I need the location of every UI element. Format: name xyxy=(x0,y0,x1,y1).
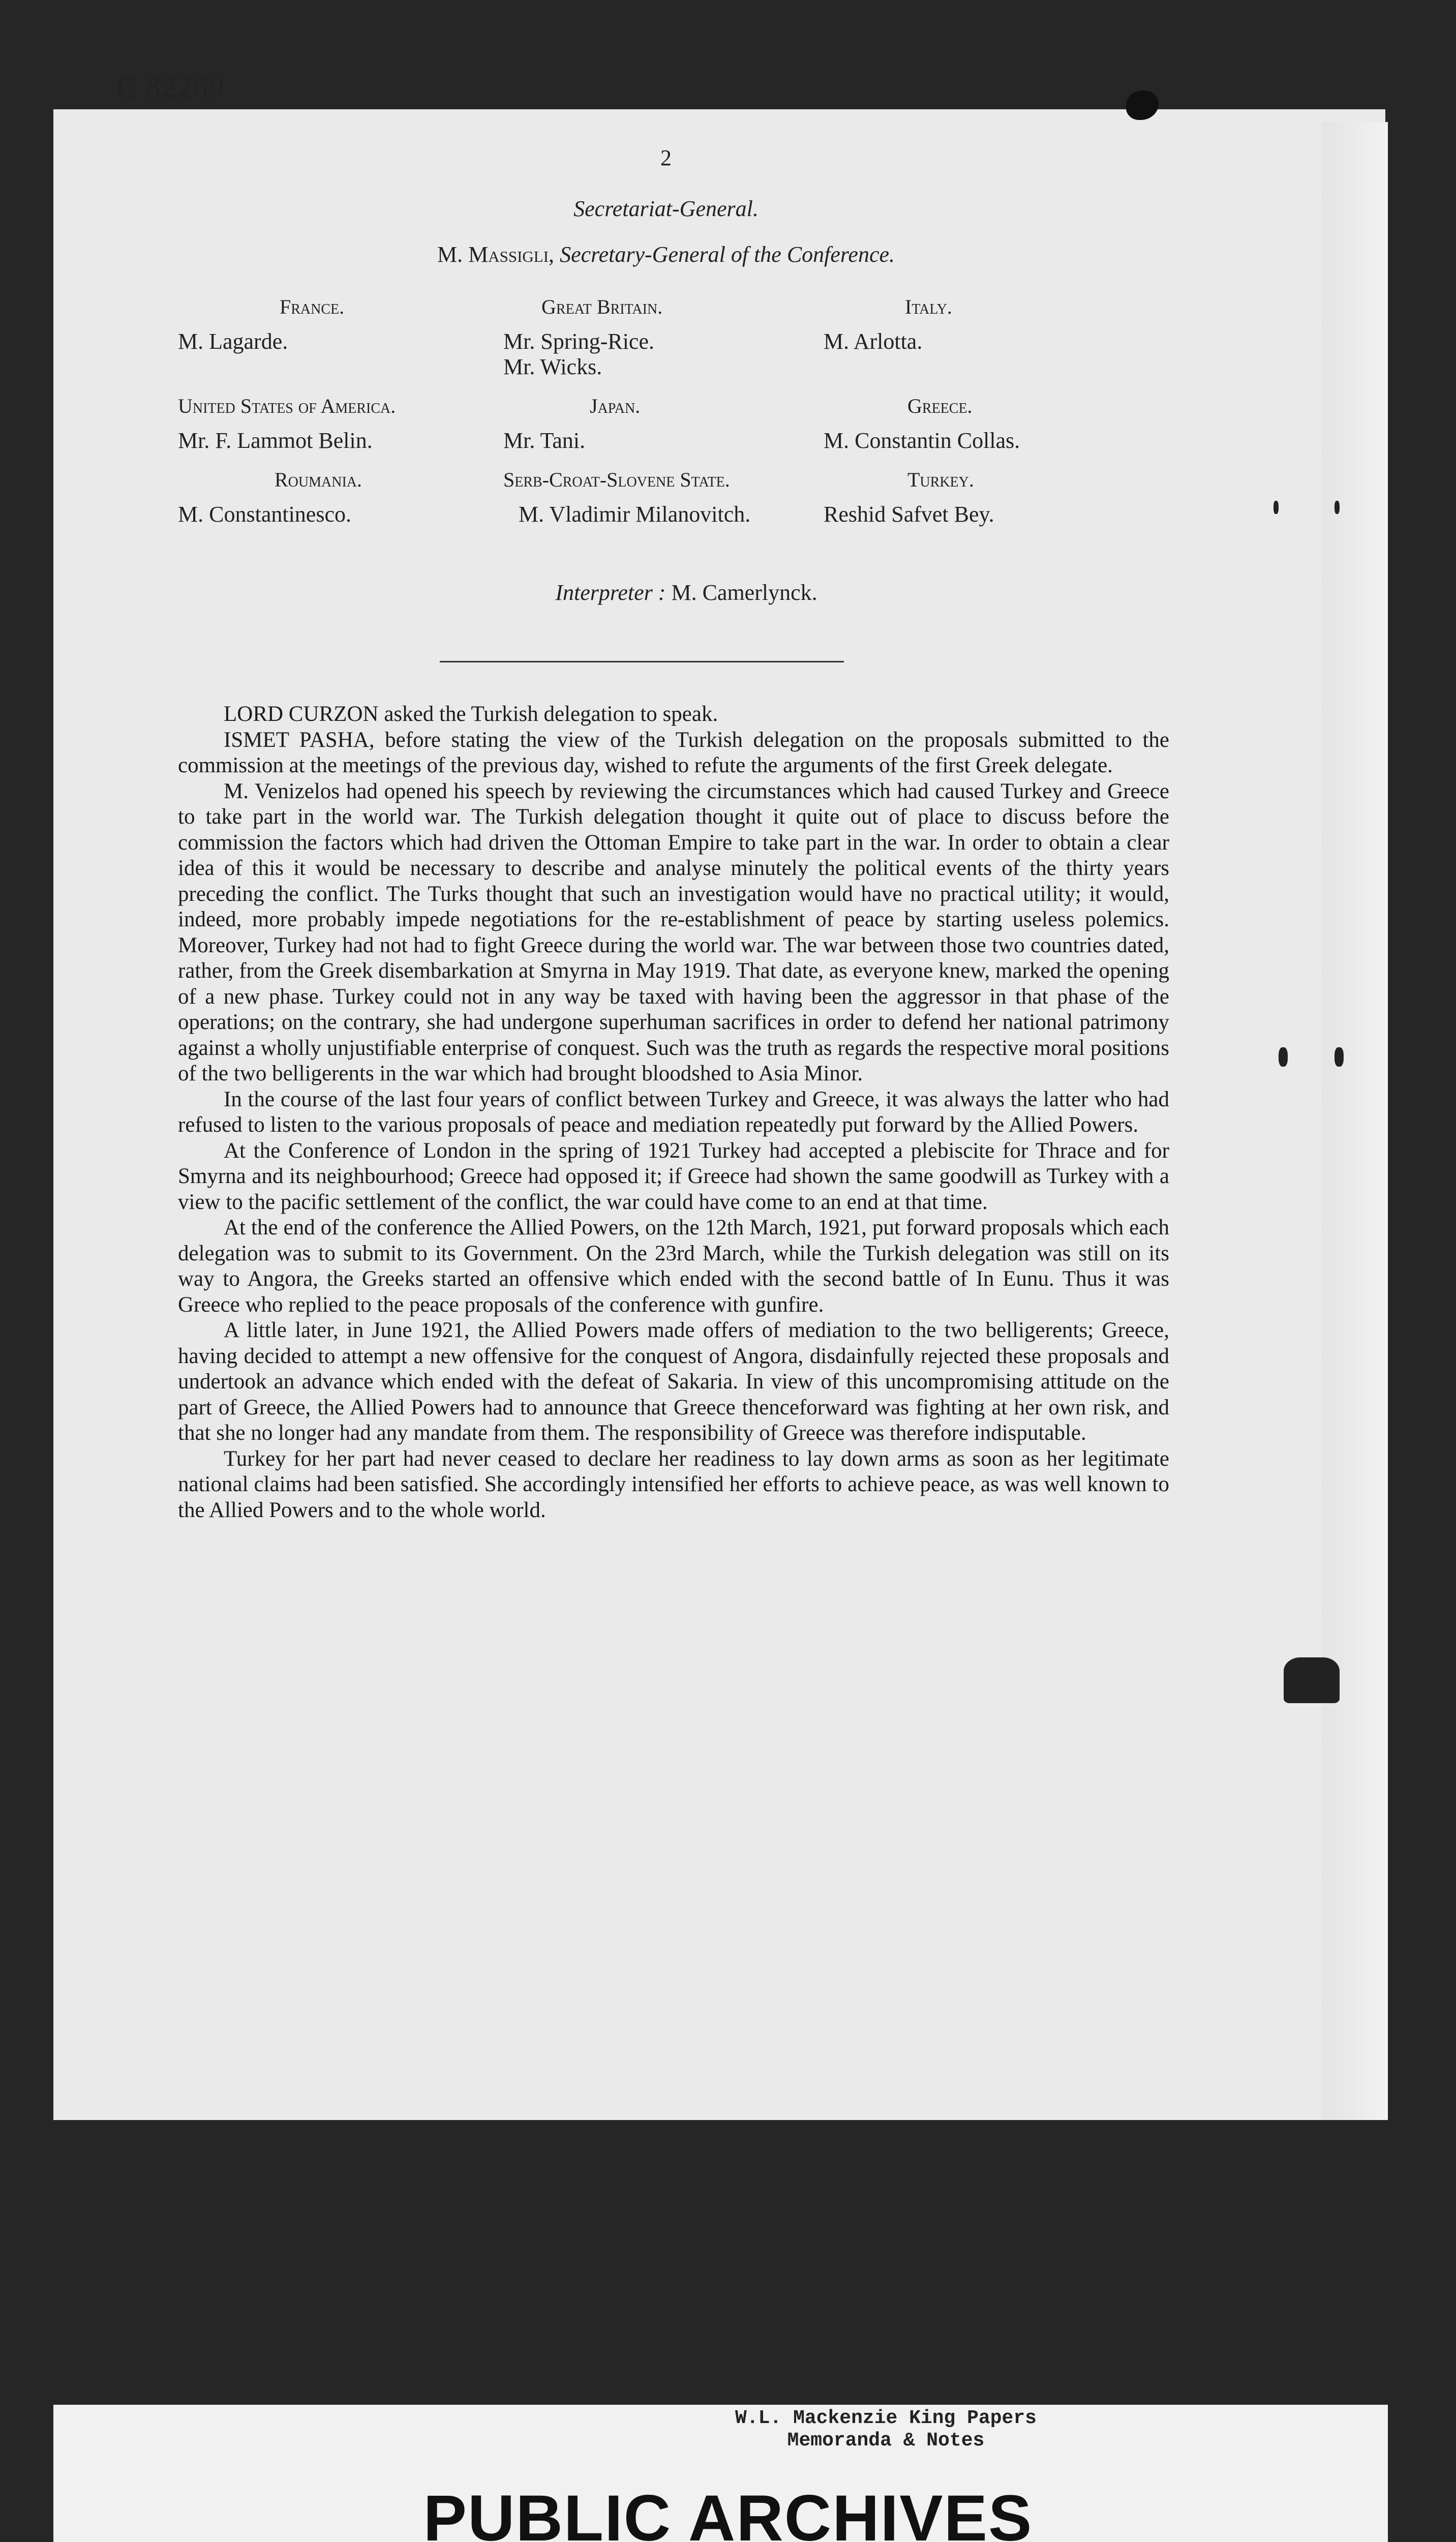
delegate-name: M. Lagarde. xyxy=(178,329,288,354)
delegate-name: Reshid Safvet Bey. xyxy=(824,502,994,527)
collection-name: W.L. Mackenzie King Papers xyxy=(735,2407,1037,2429)
collection-label xyxy=(381,2402,1390,2452)
section-heading: Secretariat-General. xyxy=(573,196,759,221)
delegations-list xyxy=(178,295,1195,541)
delegate-name: Mr. Wicks. xyxy=(503,354,602,379)
margin-mark xyxy=(1334,501,1340,514)
delegate-name: M. Constantinesco. xyxy=(178,502,351,527)
paragraph xyxy=(178,1215,1169,1318)
collection-series: Memoranda & Notes xyxy=(787,2430,985,2452)
speaker-name: ISMET PASHA, xyxy=(224,728,375,752)
delegate-name: M. Constantin Collas. xyxy=(824,428,1020,453)
delegation-usa xyxy=(178,394,503,453)
delegation-italy xyxy=(824,295,1195,380)
interpreter-name: M. Camerlynck. xyxy=(671,580,817,605)
paragraph-text: before stating the view of the Turkish delegation on the proposals submitted to the commission at the meetings of the previous day, wished to refute the arguments of the first Greek delegate. xyxy=(178,728,1170,777)
delegation-france xyxy=(178,295,503,380)
country-name: Greece. xyxy=(907,395,973,417)
paragraph xyxy=(178,1318,1169,1446)
delegation-roumania xyxy=(178,468,503,527)
delegation-turkey xyxy=(824,468,1195,527)
margin-mark xyxy=(1284,1657,1340,1703)
paragraph xyxy=(178,1138,1169,1216)
paragraph xyxy=(178,728,1169,779)
paragraph-text: M. Venizelos had opened his speech by reviewing the circumstances which had caused Turkey and Greece to take part in the world war. The Turkish delegation thought it quite out of place to discuss before the commission the factors which had driven the Ottoman Empire to take part in the war. In order to obtain a clear idea of this it would be necessary to describe and analyse minutely the political events of the thirty years preceding the conflict. The Turks thought that such an investigation would have no practical utility; it would, indeed, more probably impede negotiations for the re-establishment of peace by starting useless polemics. Moreover, Turkey had not had to fight Greece during the world war. The war between those two countries dated, rather, from the Greek disembarkation at Smyrna in May 1919. That date, as everyone knew, marked the opening of a new phase. Turkey could not in any way be taxed with having been the aggressor in that phase of the operations; on the contrary, she had undergone superhuman sacrifices in order to defend her national patrimony against a wholly unjustifiable enterprise of conquest. Such was the truth as regards the respective moral positions of the two belligerents in the war which had brought bloodshed to Asia Minor. xyxy=(178,779,1169,1085)
margin-mark xyxy=(1334,1047,1344,1067)
paragraph-text: At the end of the conference the Allied Powers, on the 12th March, 1921, put forward proposals which each delegation was to submit to its Government. On the 23rd March, while the Turkish delegation was still on its way to Angora, the Greeks started an offensive which ended with the second battle of In Eunu. Thus it was Greece who replied to the peace proposals of the conference with gunfire. xyxy=(178,1216,1169,1317)
interpreter-line xyxy=(0,580,1332,606)
page-edge xyxy=(1322,122,1388,2120)
country-name: Great Britain. xyxy=(541,295,663,318)
section-divider xyxy=(440,661,844,662)
paragraph-text: asked the Turkish delegation to speak. xyxy=(378,702,718,726)
delegation-serb-croat-slovene xyxy=(503,468,824,527)
secretary-general-line xyxy=(0,241,1332,267)
paragraph xyxy=(178,1446,1169,1524)
delegate-name: Mr. Spring-Rice. xyxy=(503,329,654,354)
country-name: Turkey. xyxy=(907,468,974,491)
document-reference: C 82269 xyxy=(117,71,225,104)
secretary-name: M. Massigli, xyxy=(437,242,555,267)
paragraph xyxy=(178,779,1169,1087)
paragraph xyxy=(178,702,1169,728)
minutes-body xyxy=(178,702,1169,1523)
delegation-greece xyxy=(824,394,1195,453)
speaker-name: LORD CURZON xyxy=(224,702,379,726)
country-name: France. xyxy=(280,295,345,318)
delegation-japan xyxy=(503,394,824,453)
margin-mark xyxy=(1273,501,1279,514)
page-number: 2 xyxy=(660,145,672,170)
country-name: Italy. xyxy=(905,295,952,318)
paragraph xyxy=(178,1087,1169,1138)
country-name: Roumania. xyxy=(275,468,362,491)
paragraph-text: A little later, in June 1921, the Allied Powers made offers of mediation to the two belligerents; Greece, having decided to attempt a new offensive for the conquest of Angora, disdainfully rejected these proposals and undertook an advance which ended with the defeat of Sakaria. In view of this uncompromising attitude on the part of Greece, the Allied Powers had to announce that Greece thenceforward was fighting at her own risk, and that she no longer had any mandate from them. The responsibility of Greece was therefore indisputable. xyxy=(178,1318,1169,1445)
delegate-name: M. Arlotta. xyxy=(824,329,923,354)
secretary-title: Secretary-General of the Conference. xyxy=(560,242,895,267)
paragraph-text: In the course of the last four years of conflict between Turkey and Greece, it was always the latter who had refused to listen to the various proposals of peace and mediation repeatedly put forward by the Allied Powers. xyxy=(178,1087,1169,1137)
delegation-row xyxy=(178,468,1195,527)
delegation-great-britain xyxy=(503,295,824,380)
delegation-row xyxy=(178,295,1195,380)
delegate-name: M. Vladimir Milanovitch. xyxy=(519,502,751,527)
margin-mark xyxy=(1279,1047,1288,1067)
delegation-row xyxy=(178,394,1195,453)
country-name: Japan. xyxy=(590,395,641,417)
paragraph-text: At the Conference of London in the spring of 1921 Turkey had accepted a plebiscite for Thrace and for Smyrna and its neighbourhood; Greece had opposed it; if Greece had shown the same goodwill as Turkey with a view to the pacific settlement of the conflict, the war could have come to an end at that time. xyxy=(178,1138,1169,1214)
country-name: United States of America. xyxy=(178,395,396,417)
delegate-name: Mr. Tani. xyxy=(503,428,586,453)
archive-title-en: PUBLIC ARCHIVES xyxy=(423,2482,1033,2542)
delegate-name: Mr. F. Lammot Belin. xyxy=(178,428,373,453)
paragraph-text: Turkey for her part had never ceased to declare her readiness to lay down arms as soon as her legitimate national claims had been satisfied. She accordingly intensified her efforts to achieve peace, as was well known to the Allied Powers and to the whole world. xyxy=(178,1446,1169,1522)
interpreter-label: Interpreter : xyxy=(555,580,666,605)
country-name: Serb-Croat-Slovene State. xyxy=(503,468,730,491)
